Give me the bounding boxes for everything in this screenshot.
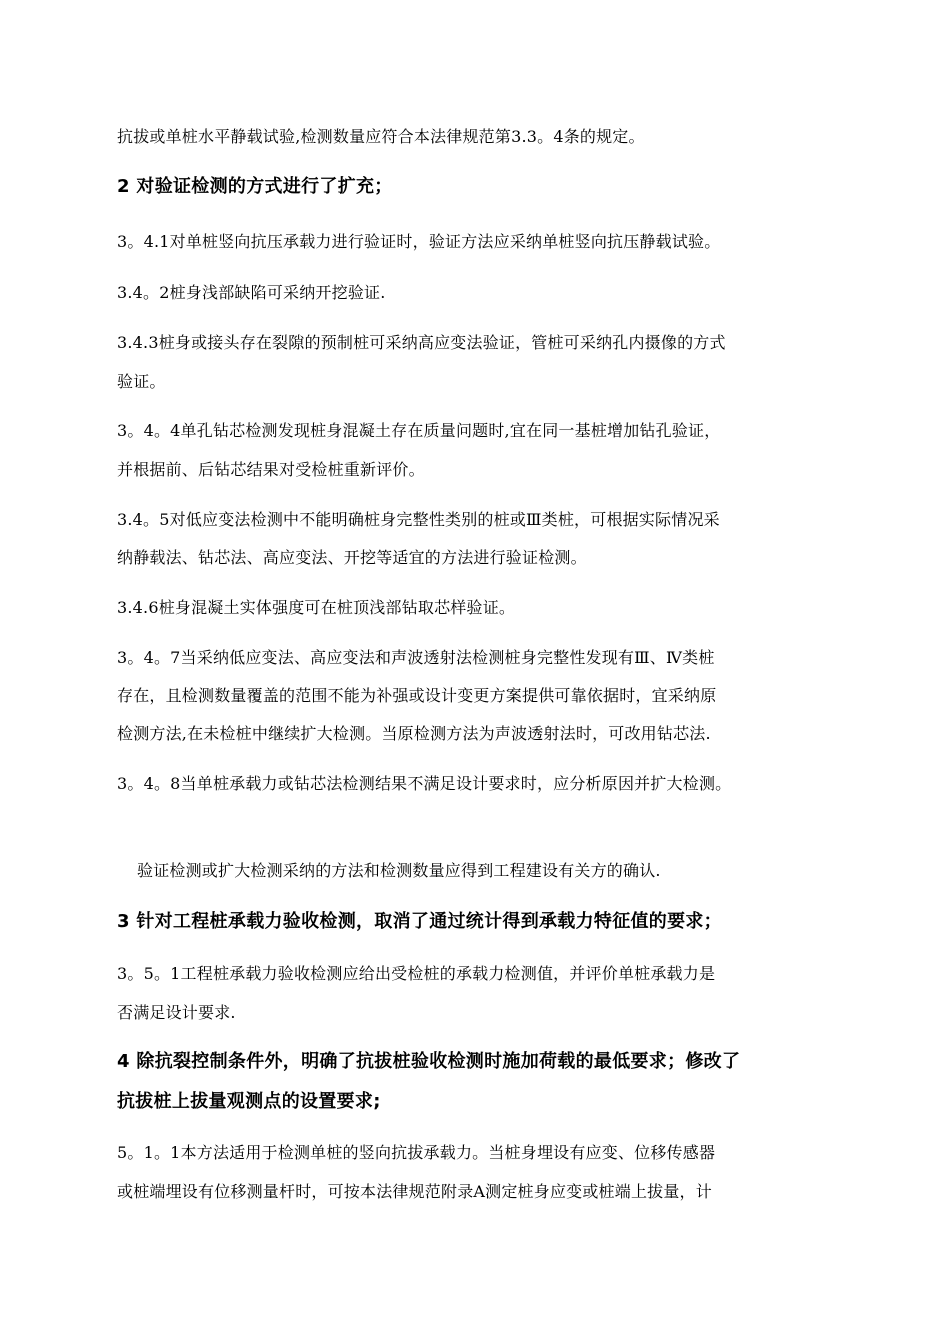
paragraph-line: 5。1。1本方法适用于检测单桩的竖向抗拔承载力。当桩身埋设有应变、位移传感器: [117, 1143, 716, 1162]
paragraph-line: 验证。: [117, 372, 166, 391]
section-heading: 2 对验证检测的方式进行了扩充；: [117, 176, 393, 197]
paragraph-line: 存在，且检测数量覆盖的范围不能为补强或设计变更方案提供可靠依据时，宜采纳原: [117, 686, 717, 705]
section-heading: 4 除抗裂控制条件外，明确了抗拔桩验收检测时施加荷载的最低要求；修改了: [117, 1051, 741, 1072]
paragraph-line: 抗拔或单桩水平静载试验,检测数量应符合本法律规范第3.3。4条的规定。: [117, 127, 645, 146]
section-heading: 3 针对工程桩承载力验收检测，取消了通过统计得到承载力特征值的要求；: [117, 911, 722, 932]
paragraph-line: 3.4。2桩身浅部缺陷可采纳开挖验证.: [117, 283, 386, 302]
paragraph-line: 3。4.1对单桩竖向抗压承载力进行验证时，验证方法应采纳单桩竖向抗压静载试验。: [117, 232, 721, 251]
paragraph-line: 3。4。8当单桩承载力或钻芯法检测结果不满足设计要求时，应分析原因并扩大检测。: [117, 774, 732, 793]
paragraph-line: 验证检测或扩大检测采纳的方法和检测数量应得到工程建设有关方的确认.: [137, 861, 661, 880]
paragraph-line: 3.4.6桩身混凝土实体强度可在桩顶浅部钻取芯样验证。: [117, 598, 516, 617]
paragraph-line: 3。4。7当采纳低应变法、高应变法和声波透射法检测桩身完整性发现有Ⅲ、Ⅳ类桩: [117, 648, 715, 667]
paragraph-line: 3。4。4单孔钻芯检测发现桩身混凝土存在质量问题时,宜在同一基桩增加钻孔验证，: [117, 421, 721, 440]
paragraph-line: 并根据前、后钻芯结果对受检桩重新评价。: [117, 460, 425, 479]
paragraph-line: 否满足设计要求.: [117, 1003, 236, 1022]
paragraph-line: 3.4.3桩身或接头存在裂隙的预制桩可采纳高应变法验证，管桩可采纳孔内摄像的方式: [117, 333, 726, 352]
paragraph-line: 或桩端埋设有位移测量杆时，可按本法律规范附录A测定桩身应变或桩端上拔量，计: [117, 1182, 712, 1201]
paragraph-line: 3.4。5对低应变法检测中不能明确桩身完整性类别的桩或Ⅲ类桩，可根据实际情况采: [117, 510, 720, 529]
section-heading: 抗拔桩上拔量观测点的设置要求;: [117, 1091, 381, 1112]
paragraph-line: 纳静载法、钻芯法、高应变法、开挖等适宜的方法进行验证检测。: [117, 548, 587, 567]
paragraph-line: 3。5。1工程桩承载力验收检测应给出受检桩的承载力检测值，并评价单桩承载力是: [117, 964, 716, 983]
paragraph-line: 检测方法,在未检桩中继续扩大检测。当原检测方法为声波透射法时，可改用钻芯法.: [117, 724, 711, 743]
